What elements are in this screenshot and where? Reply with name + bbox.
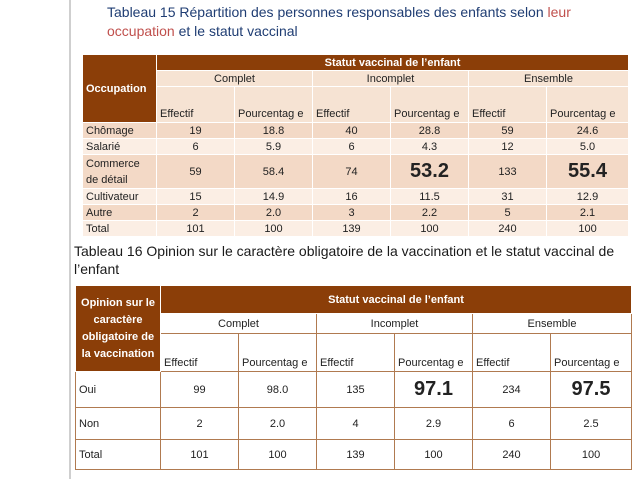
table16-group-ensemble: Ensemble	[473, 314, 632, 334]
table16-sub-pourcentage: Pourcentag e	[551, 334, 632, 372]
table-cell: 2.2	[391, 205, 469, 221]
table-cell: 100	[239, 440, 317, 470]
table-cell: 2.0	[239, 408, 317, 440]
table-cell: 5	[469, 205, 547, 221]
table-cell: 139	[317, 440, 395, 470]
row-label: Non	[76, 408, 161, 440]
table-cell: 98.0	[239, 372, 317, 408]
table16-sub-pourcentage: Pourcentag e	[395, 334, 473, 372]
table-cell: 4.3	[391, 139, 469, 155]
table16-sub-effectif: Effectif	[317, 334, 395, 372]
row-label: Salarié	[83, 139, 157, 155]
table15	[82, 54, 629, 237]
row-label: Total	[76, 440, 161, 470]
table-cell: 234	[473, 372, 551, 408]
table-cell: 100	[395, 440, 473, 470]
table-cell: 4	[317, 408, 395, 440]
table15-title-part2: et le statut vaccinal	[174, 23, 298, 39]
table-cell: 58.4	[235, 155, 313, 189]
table15-title-highlight: leur occupation	[107, 4, 571, 39]
table-cell: 100	[235, 221, 313, 237]
table-cell: 139	[313, 221, 391, 237]
table-cell: 135	[317, 372, 395, 408]
table15-group-incomplet: Incomplet	[313, 71, 469, 87]
table-row	[83, 123, 629, 139]
table-cell: 101	[157, 221, 235, 237]
table-cell: 100	[551, 440, 632, 470]
table-row	[83, 205, 629, 221]
table-cell: 15	[157, 189, 235, 205]
table-cell: 3	[313, 205, 391, 221]
table-cell: 100	[391, 221, 469, 237]
highlighted-cell: 97.5	[551, 372, 632, 408]
table16-group-complet: Complet	[161, 314, 317, 334]
table-cell: 12	[469, 139, 547, 155]
row-label: Cultivateur	[83, 189, 157, 205]
table15-group-ensemble: Ensemble	[469, 71, 629, 87]
table-cell: 74	[313, 155, 391, 189]
table-cell: 11.5	[391, 189, 469, 205]
table15-sub-pourcentage: Pourcentag e	[391, 87, 469, 123]
table-cell: 240	[473, 440, 551, 470]
table16-sub-pourcentage: Pourcentag e	[239, 334, 317, 372]
highlighted-cell: 97.1	[395, 372, 473, 408]
table-row	[83, 221, 629, 237]
table15-group-complet: Complet	[157, 71, 313, 87]
table-cell: 18.8	[235, 123, 313, 139]
table15-sub-effectif: Effectif	[469, 87, 547, 123]
table-cell: 100	[547, 221, 629, 237]
table-cell: 2.9	[395, 408, 473, 440]
highlighted-cell: 53.2	[391, 155, 469, 189]
table-cell: 59	[469, 123, 547, 139]
table-cell: 2	[161, 408, 239, 440]
table15-sub-pourcentage: Pourcentag e	[547, 87, 629, 123]
table16-opinion-header: Opinion sur le caractère obligatoire de la vaccination	[76, 286, 161, 372]
table-cell: 5.0	[547, 139, 629, 155]
table-cell: 6	[313, 139, 391, 155]
table16-sub-effectif: Effectif	[473, 334, 551, 372]
table15-sub-effectif: Effectif	[313, 87, 391, 123]
table16	[75, 285, 632, 470]
table-cell: 99	[161, 372, 239, 408]
table-cell: 14.9	[235, 189, 313, 205]
table-cell: 40	[313, 123, 391, 139]
table-cell: 12.9	[547, 189, 629, 205]
table-cell: 59	[157, 155, 235, 189]
table-cell: 6	[473, 408, 551, 440]
row-label: Chômage	[83, 123, 157, 139]
table16-group-incomplet: Incomplet	[317, 314, 473, 334]
table15-status-header: Statut vaccinal de l’enfant	[157, 55, 629, 71]
table16-title: Tableau 16 Opinion sur le caractère obligatoire de la vaccination et le statut vaccinal de l’enfant	[74, 243, 615, 277]
row-label: Commerce de détail	[83, 155, 157, 189]
row-label: Oui	[76, 372, 161, 408]
table-cell: 133	[469, 155, 547, 189]
table15-title-part1: Tableau 15 Répartition des personnes responsables des enfants selon	[107, 4, 548, 20]
table15-occupation-header: Occupation	[83, 55, 157, 123]
table-row	[76, 372, 632, 408]
table-cell: 2	[157, 205, 235, 221]
table-cell: 16	[313, 189, 391, 205]
table-cell: 24.6	[547, 123, 629, 139]
table-cell: 5.9	[235, 139, 313, 155]
table-cell: 2.0	[235, 205, 313, 221]
table16-status-header: Statut vaccinal de l’enfant	[161, 286, 632, 314]
table-row	[83, 189, 629, 205]
table-row	[76, 408, 632, 440]
table-cell: 2.1	[547, 205, 629, 221]
table-row	[76, 440, 632, 470]
slide-divider-line	[69, 0, 71, 479]
table15-title	[107, 3, 627, 41]
table-cell: 101	[161, 440, 239, 470]
highlighted-cell: 55.4	[547, 155, 629, 189]
table15-sub-effectif: Effectif	[157, 87, 235, 123]
table-cell: 6	[157, 139, 235, 155]
table-cell: 31	[469, 189, 547, 205]
table-row	[83, 139, 629, 155]
table-cell: 240	[469, 221, 547, 237]
table-row	[83, 155, 629, 189]
table15-sub-pourcentage: Pourcentag e	[235, 87, 313, 123]
table-cell: 28.8	[391, 123, 469, 139]
table16-sub-effectif: Effectif	[161, 334, 239, 372]
row-label: Total	[83, 221, 157, 237]
table-cell: 19	[157, 123, 235, 139]
row-label: Autre	[83, 205, 157, 221]
table-cell: 2.5	[551, 408, 632, 440]
